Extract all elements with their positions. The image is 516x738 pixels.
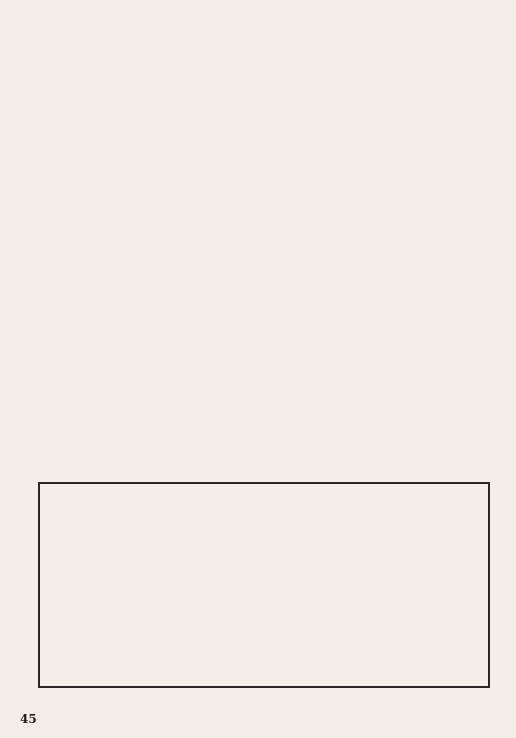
article-block-middle-left — [24, 336, 254, 466]
book-advertisement-box — [38, 482, 490, 688]
article-block-top-left — [24, 14, 254, 326]
book-advertisement-text — [48, 492, 480, 678]
article-block-middle-right — [262, 336, 502, 466]
page-number: 45 — [20, 712, 37, 726]
article-block-top-right — [262, 14, 502, 326]
